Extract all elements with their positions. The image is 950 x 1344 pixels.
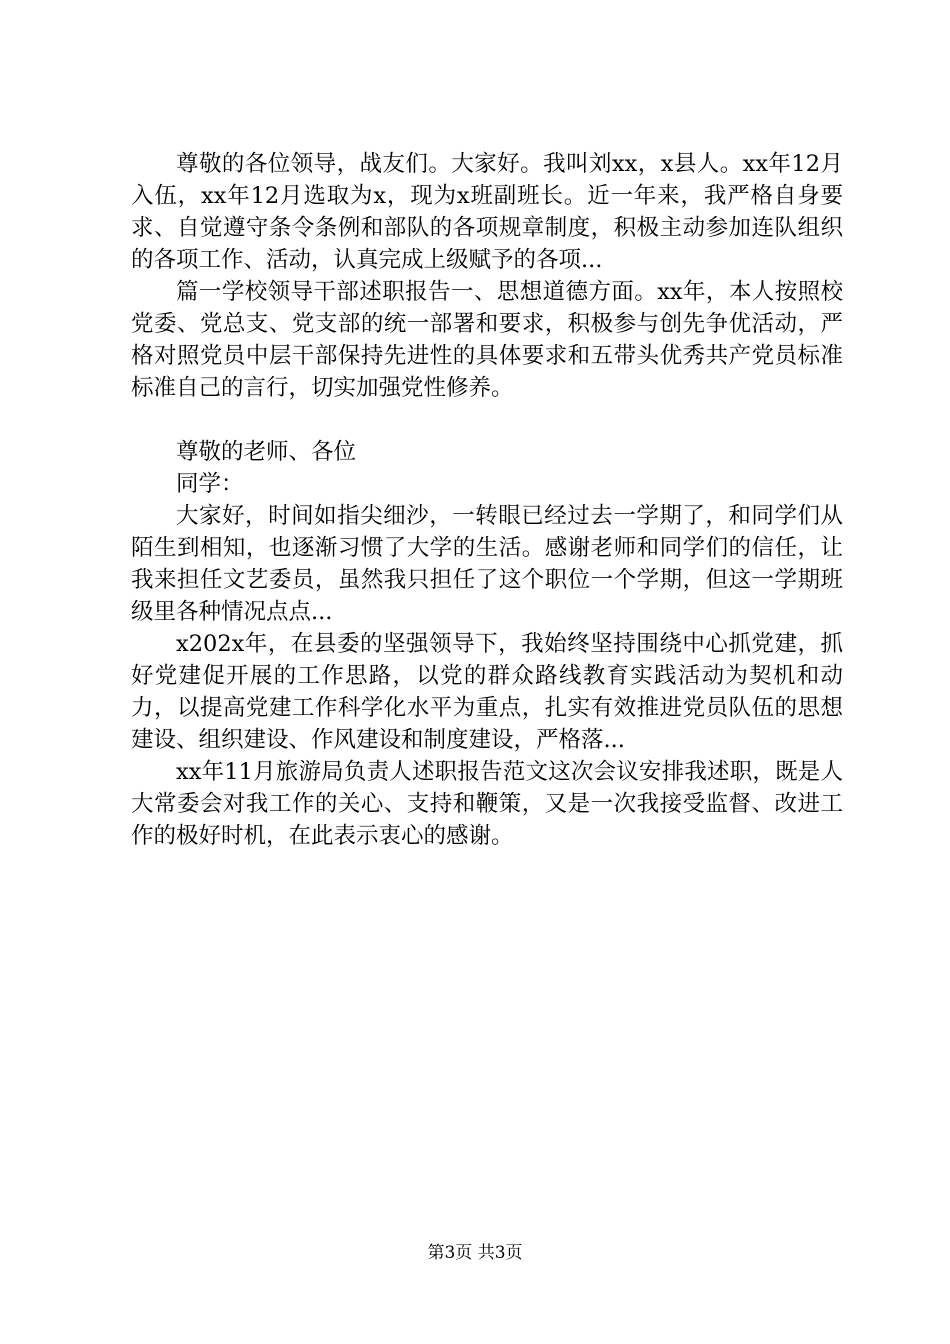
paragraph-spacer xyxy=(131,404,843,436)
paragraph-party-building: x202x年，在县委的坚强领导下，我始终坚持围绕中心抓党建，抓好党建促开展的工作思路，以党的群众路线教育实践活动为契机和动力，以提高党建工作科学化水平为重点，扎实有效推进党员队伍的思想建设、组织建设、作风建设和制度建设，严格落... xyxy=(131,631,843,753)
paragraph-greeting-soldier: 尊敬的各位领导，战友们。大家好。我叫刘xx，x县人。xx年12月入伍，xx年12月选取为x，现为x班副班长。近一年来，我严格自身要求、自觉遵守条令条例和部队的各项规章制度，积极主动参加连队组织的各项工作、活动，认真完成上级赋予的各项... xyxy=(131,151,843,273)
paragraph-tourism-bureau: xx年11月旅游局负责人述职报告范文这次会议安排我述职，既是人大常委会对我工作的关心、支持和鞭策，又是一次我接受监督、改进工作的极好时机，在此表示衷心的感谢。 xyxy=(131,759,843,849)
paragraph-salutation-teachers: 尊敬的老师、各位 xyxy=(176,439,357,465)
paragraph-arts-committee: 大家好，时间如指尖细沙，一转眼已经过去一学期了，和同学们从陌生到相知，也逐渐习惯了大学的生活。感谢老师和同学们的信任，让我来担任文艺委员，虽然我只担任了这个职位一个学期，但这一学期班级里各种情况点点... xyxy=(131,503,843,625)
paragraph-salutation-classmates: 同学： xyxy=(176,471,244,497)
page-number-footer: 第3页 共3页 xyxy=(427,1243,523,1263)
document-body xyxy=(131,148,843,852)
paragraph-school-leader-report: 篇一学校领导干部述职报告一、思想道德方面。xx年，本人按照校党委、党总支、党支部的统一部署和要求，积极参与创先争优活动，严格对照党员中层干部保持先进性的具体要求和五带头优秀共产党员标准标准自己的言行，切实加强党性修养。 xyxy=(131,279,843,401)
